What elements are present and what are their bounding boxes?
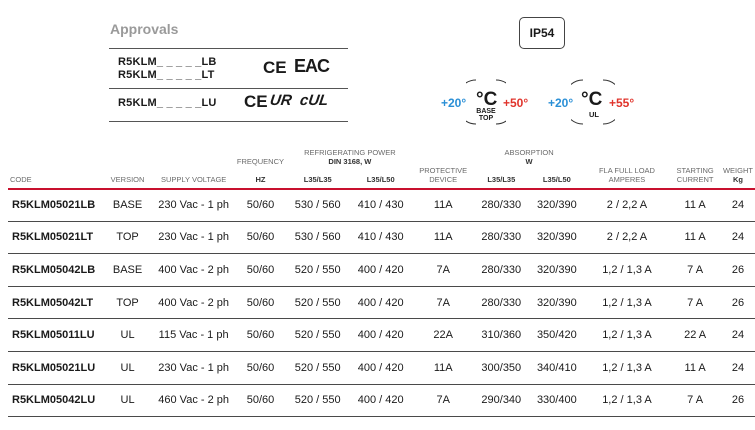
cell-rp-l50: 400 / 420	[348, 319, 412, 352]
cell-rp-l50: 400 / 420	[348, 384, 412, 417]
header-protective-device: PROTECTIVE DEVICE	[413, 167, 474, 188]
header-absorption: ABSORPTION W	[504, 148, 554, 166]
ce-mark-icon: CE	[244, 92, 268, 111]
header-rp-l50: L35/L50	[348, 167, 412, 188]
cell-rp-l35: 520 / 550	[287, 286, 349, 319]
cell-weight: 24	[721, 189, 755, 222]
celsius-unit: °C	[581, 89, 603, 110]
cell-starting-current: 11 A	[669, 221, 721, 254]
max-temp: +55°	[609, 96, 635, 110]
cell-rp-l35: 520 / 550	[287, 254, 349, 287]
cell-frequency: 50/60	[234, 319, 287, 352]
cell-frequency: 50/60	[234, 254, 287, 287]
table-row	[8, 384, 755, 417]
min-temp: +20°	[548, 96, 574, 110]
header-abs-l50: L35/L50	[529, 167, 585, 188]
cell-protective-device: 11A	[413, 221, 474, 254]
cell-abs-l35: 280/330	[474, 189, 530, 222]
ip-rating-badge: IP54	[519, 17, 565, 49]
temp-version-label: UL	[589, 110, 599, 119]
header-weight: WEIGHT Kg	[721, 167, 755, 188]
max-temp: +50°	[503, 96, 529, 110]
header-code: CODE	[8, 167, 102, 188]
cell-abs-l50: 350/420	[529, 319, 585, 352]
cell-starting-current: 7 A	[669, 384, 721, 417]
cell-abs-l50: 320/390	[529, 221, 585, 254]
cell-code: R5KLM05021LB	[8, 189, 102, 222]
cell-protective-device: 11A	[413, 351, 474, 384]
ce-mark-icon: CE	[263, 58, 287, 77]
min-temp: +20°	[441, 96, 467, 110]
cell-voltage: 460 Vac - 2 ph	[153, 384, 234, 417]
cell-rp-l50: 400 / 420	[348, 351, 412, 384]
header-version: VERSION	[102, 167, 153, 188]
cell-protective-device: 11A	[413, 189, 474, 222]
cell-fla: 1,2 / 1,3 A	[585, 254, 670, 287]
cell-abs-l35: 280/330	[474, 286, 530, 319]
cell-starting-current: 7 A	[669, 254, 721, 287]
header-starting-current: STARTING CURRENT	[669, 167, 721, 188]
cell-version: TOP	[102, 221, 153, 254]
cell-fla: 2 / 2,2 A	[585, 221, 670, 254]
cell-abs-l50: 320/390	[529, 254, 585, 287]
celsius-unit: °C	[476, 89, 498, 110]
cell-weight: 26	[721, 254, 755, 287]
table-row	[8, 221, 755, 254]
cell-code: R5KLM05021LT	[8, 221, 102, 254]
cell-rp-l35: 520 / 550	[287, 319, 349, 352]
cell-abs-l35: 280/330	[474, 221, 530, 254]
cell-abs-l50: 340/410	[529, 351, 585, 384]
cell-fla: 1,2 / 1,3 A	[585, 351, 670, 384]
table-row	[8, 254, 755, 287]
cell-weight: 24	[721, 221, 755, 254]
cell-frequency: 50/60	[234, 189, 287, 222]
ur-mark-icon: UR	[268, 92, 293, 109]
header-refrigerating-power: REFRIGERATING POWER DIN 3168, W	[304, 148, 396, 166]
cell-frequency: 50/60	[234, 286, 287, 319]
cell-weight: 26	[721, 286, 755, 319]
temp-version-label: BASE TOP	[476, 108, 496, 123]
cell-abs-l50: 320/390	[529, 189, 585, 222]
cell-voltage: 115 Vac - 1 ph	[153, 319, 234, 352]
header-supply-voltage: SUPPLY VOLTAGE	[153, 167, 234, 188]
cell-weight: 26	[721, 384, 755, 417]
approval-code-lt: R5KLM_ _ _ _ _LT	[118, 69, 215, 81]
cell-code: R5KLM05042LT	[8, 286, 102, 319]
cell-rp-l50: 410 / 430	[348, 189, 412, 222]
header-abs-l35: L35/L35	[474, 167, 530, 188]
cell-abs-l50: 330/400	[529, 384, 585, 417]
cul-mark-icon: cUL	[298, 92, 330, 109]
cell-starting-current: 7 A	[669, 286, 721, 319]
cell-weight: 24	[721, 351, 755, 384]
cell-version: TOP	[102, 286, 153, 319]
cell-rp-l35: 530 / 560	[287, 221, 349, 254]
approvals-title: Approvals	[110, 21, 179, 37]
cell-abs-l35: 300/350	[474, 351, 530, 384]
cell-code: R5KLM05042LB	[8, 254, 102, 287]
cell-starting-current: 11 A	[669, 189, 721, 222]
cell-rp-l50: 400 / 420	[348, 286, 412, 319]
header-frequency: FREQUENCY	[236, 156, 285, 166]
cell-voltage: 400 Vac - 2 ph	[153, 286, 234, 319]
cell-version: UL	[102, 351, 153, 384]
cell-frequency: 50/60	[234, 384, 287, 417]
cell-abs-l35: 280/330	[474, 254, 530, 287]
cell-code: R5KLM05042LU	[8, 384, 102, 417]
cell-version: BASE	[102, 189, 153, 222]
cell-abs-l50: 320/390	[529, 286, 585, 319]
cell-code: R5KLM05021LU	[8, 351, 102, 384]
table-row	[8, 351, 755, 384]
cell-protective-device: 22A	[413, 319, 474, 352]
cell-fla: 1,2 / 1,3 A	[585, 319, 670, 352]
cell-version: BASE	[102, 254, 153, 287]
cell-rp-l50: 410 / 430	[348, 221, 412, 254]
cell-abs-l35: 310/360	[474, 319, 530, 352]
cell-rp-l35: 530 / 560	[287, 189, 349, 222]
cell-voltage: 230 Vac - 1 ph	[153, 221, 234, 254]
cell-starting-current: 22 A	[669, 319, 721, 352]
cell-starting-current: 11 A	[669, 351, 721, 384]
cell-protective-device: 7A	[413, 254, 474, 287]
cell-protective-device: 7A	[413, 384, 474, 417]
cell-fla: 2 / 2,2 A	[585, 189, 670, 222]
cell-voltage: 400 Vac - 2 ph	[153, 254, 234, 287]
cell-voltage: 230 Vac - 1 ph	[153, 189, 234, 222]
eac-mark-icon: EAC	[294, 56, 330, 76]
approval-code-lu: R5KLM_ _ _ _ _LU	[118, 97, 217, 109]
cell-protective-device: 7A	[413, 286, 474, 319]
cell-voltage: 230 Vac - 1 ph	[153, 351, 234, 384]
cell-weight: 24	[721, 319, 755, 352]
cell-code: R5KLM05011LU	[8, 319, 102, 352]
cell-rp-l35: 520 / 550	[287, 351, 349, 384]
cell-rp-l50: 400 / 420	[348, 254, 412, 287]
header-rp-l35: L35/L35	[287, 167, 349, 188]
divider	[109, 48, 348, 49]
header-frequency-unit: HZ	[234, 167, 287, 188]
cell-rp-l35: 520 / 550	[287, 384, 349, 417]
cell-version: UL	[102, 384, 153, 417]
table-row	[8, 189, 755, 222]
header-fla: FLA FULL LOAD AMPERES	[585, 167, 670, 188]
cell-fla: 1,2 / 1,3 A	[585, 286, 670, 319]
divider	[109, 88, 348, 89]
cell-abs-l35: 290/340	[474, 384, 530, 417]
cell-fla: 1,2 / 1,3 A	[585, 384, 670, 417]
table-row	[8, 319, 755, 352]
cell-frequency: 50/60	[234, 351, 287, 384]
table-row	[8, 286, 755, 319]
approval-code-lb: R5KLM_ _ _ _ _LB	[118, 56, 217, 68]
cell-version: UL	[102, 319, 153, 352]
spec-table	[8, 149, 755, 417]
cell-frequency: 50/60	[234, 221, 287, 254]
divider	[109, 121, 348, 122]
